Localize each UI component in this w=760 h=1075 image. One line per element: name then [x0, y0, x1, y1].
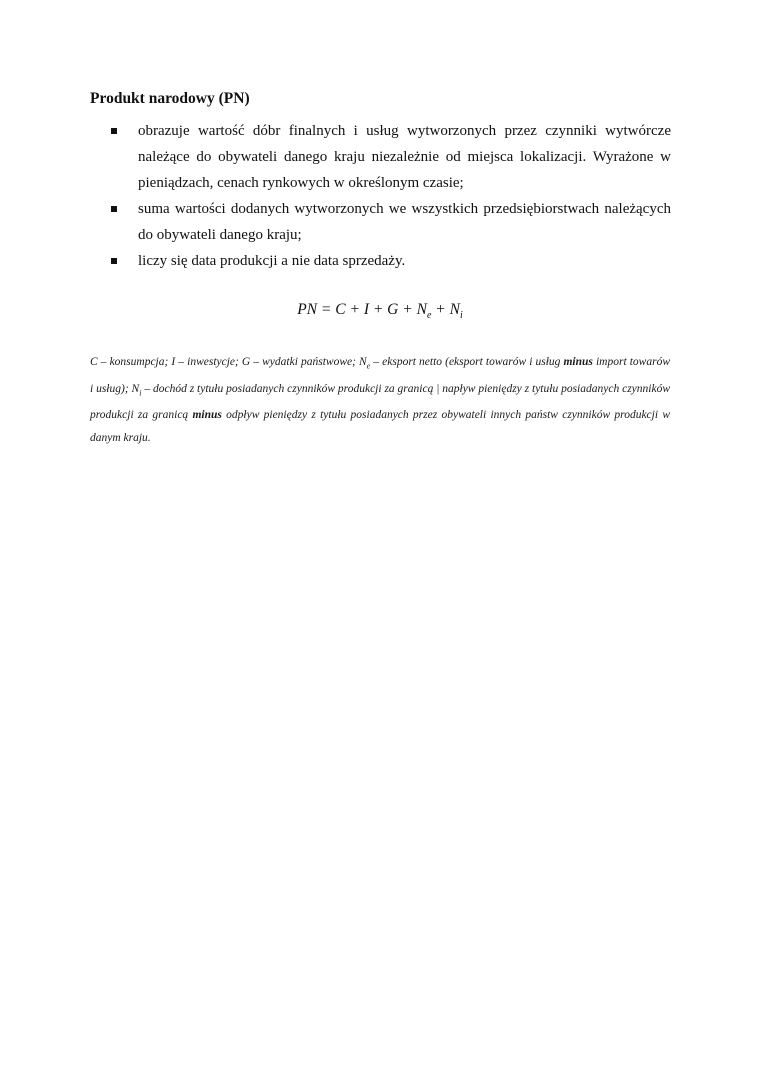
- section-heading: Produkt narodowy (PN): [90, 90, 250, 107]
- legend-part-2: – eksport netto (eksport towarów i usług: [370, 356, 564, 368]
- formula-mid: + N: [431, 301, 460, 318]
- legend-subscript-i: i: [139, 387, 142, 397]
- legend-part-5: odpływ pieniędzy z tytułu posiadanych przez obywateli innych państw czynników produkcji w danym kraju.: [90, 409, 670, 445]
- bullet-text: liczy się data produkcji a nie data sprzedaży.: [138, 253, 406, 269]
- formula-legend: [90, 351, 670, 451]
- square-bullet-icon: [111, 128, 117, 134]
- legend-part-3: import towarów i usług); N: [90, 356, 670, 395]
- bullet-item: [108, 248, 671, 274]
- bullet-list: [108, 118, 671, 274]
- bullet-item: [108, 118, 671, 196]
- formula: [0, 301, 760, 321]
- bullet-text: obrazuje wartość dóbr finalnych i usług wytworzonych przez czynniki wytwórcze należące do obywateli danego kraju niezależnie od miejsca lokalizacji. Wyrażone w pieniądzach, cenach rynkowych w określonym czasie;: [138, 123, 671, 191]
- formula-subscript-i: i: [459, 310, 463, 322]
- legend-minus-2: minus: [192, 409, 222, 422]
- legend-part-1: C – konsumpcja; I – inwestycje; G – wydatki państwowe; N: [90, 356, 367, 368]
- square-bullet-icon: [111, 206, 117, 212]
- bullet-text: suma wartości dodanych wytworzonych we wszystkich przedsiębiorstwach należących do obywateli danego kraju;: [138, 201, 671, 243]
- formula-lhs: PN = C + I + G + N: [297, 301, 427, 318]
- legend-subscript-e: e: [366, 361, 371, 371]
- bullet-item: [108, 196, 671, 248]
- legend-minus-1: minus: [563, 356, 593, 368]
- square-bullet-icon: [111, 258, 117, 264]
- legend-part-4: – dochód z tytułu posiadanych czynników produkcji za granicą | napływ pieniędzy z tytułu posiadanych czynników produkcji za granicą: [90, 382, 670, 422]
- formula-subscript-e: e: [426, 310, 432, 322]
